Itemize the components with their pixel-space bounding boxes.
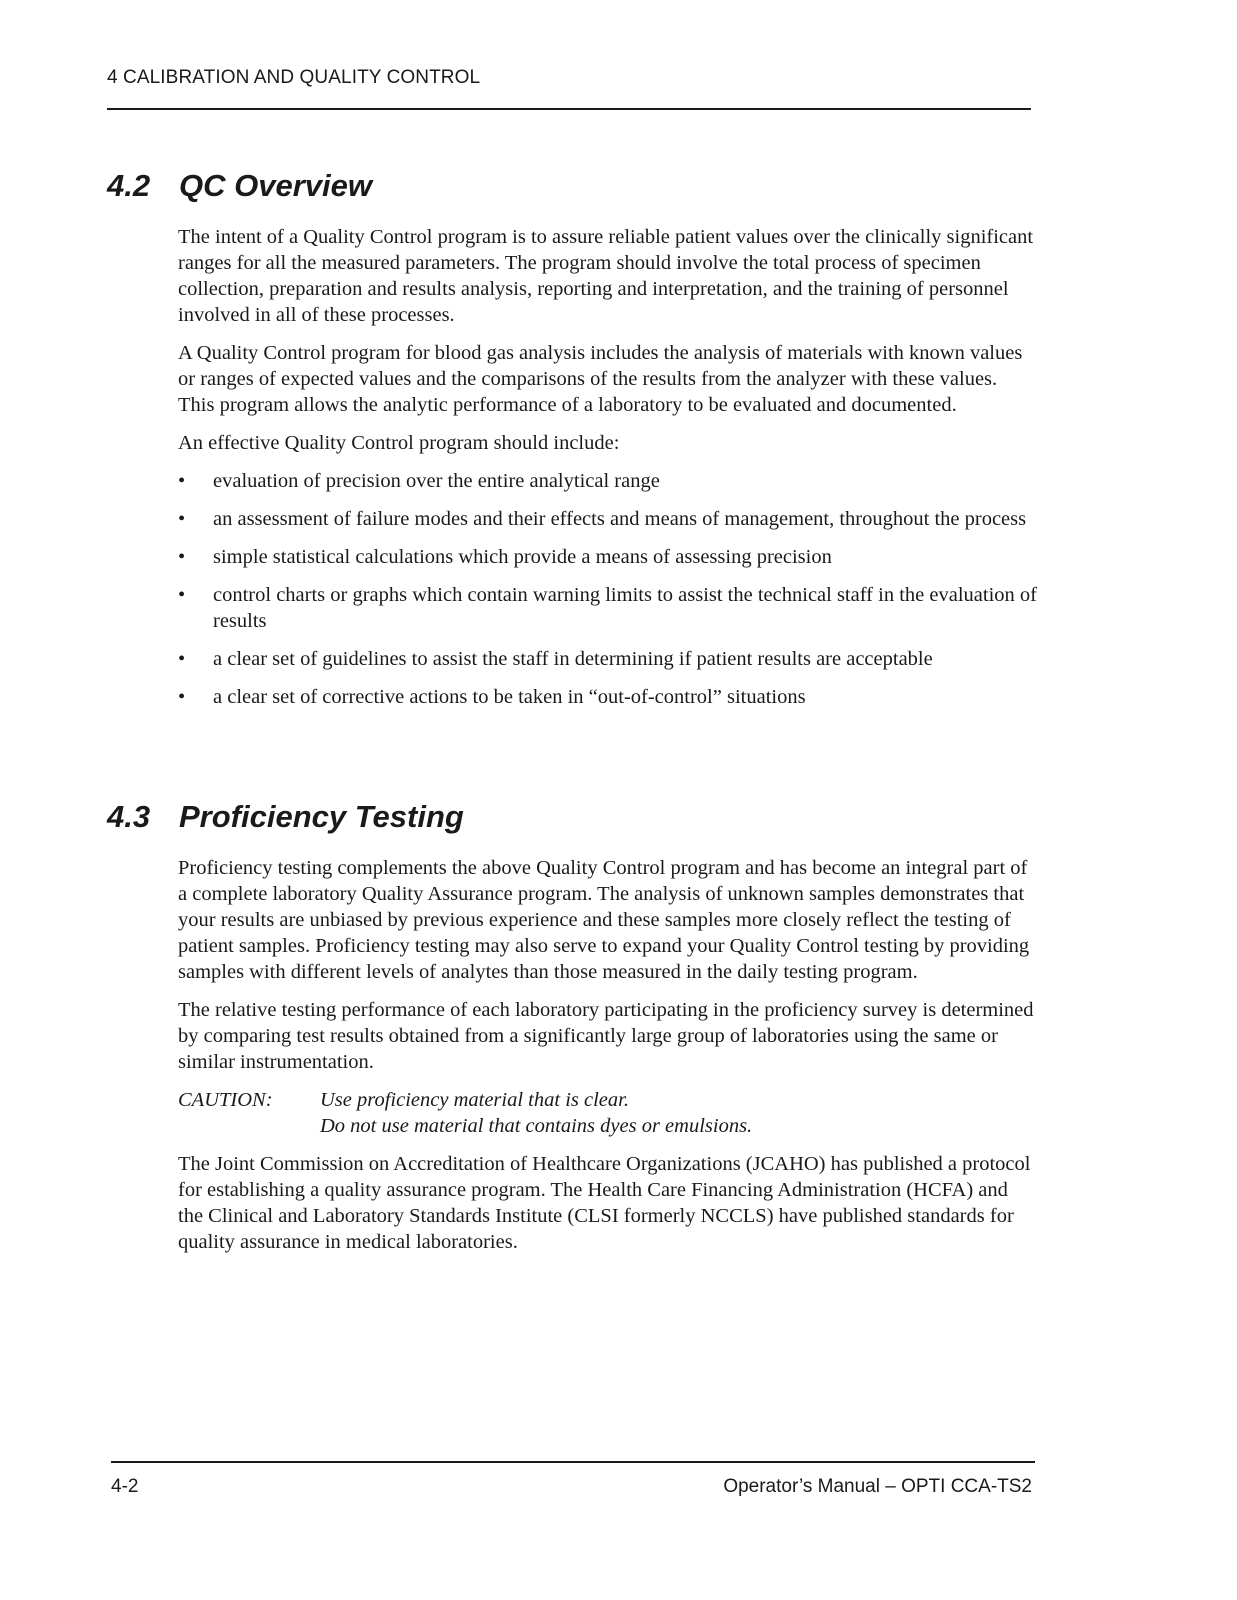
list-item <box>178 468 1038 494</box>
list-item-text: an assessment of failure modes and their effects and means of management, throughout the process <box>213 508 1027 530</box>
section-heading-4-2 <box>107 168 372 204</box>
paragraph: The relative testing performance of each laboratory participating in the proficiency survey is determined by comparing test results obtained from a significantly large group of laboratories using the same or similar instrumentation. <box>178 999 1034 1073</box>
caution-note <box>178 1087 1038 1139</box>
section-title: QC Overview <box>179 168 372 203</box>
list-item <box>178 544 1038 570</box>
list-item-text: evaluation of precision over the entire analytical range <box>213 470 660 492</box>
caution-line: Do not use material that contains dyes or emulsions. <box>320 1115 753 1137</box>
bullet-list <box>178 468 1038 710</box>
list-item <box>178 506 1038 532</box>
manual-title: Operator’s Manual – OPTI CCA-TS2 <box>723 1476 1032 1497</box>
list-item-text: simple statistical calculations which provide a means of assessing precision <box>213 546 832 568</box>
paragraph: The intent of a Quality Control program is to assure reliable patient values over the clinically significant ranges for all the measured parameters. The program should involve the total process of specimen collection, preparation and results analysis, reporting and interpretation, and the training of personnel involved in all of these processes. <box>178 226 1034 326</box>
running-head: 4 CALIBRATION AND QUALITY CONTROL <box>107 67 481 88</box>
bullet-icon: • <box>178 546 186 568</box>
bullet-icon: • <box>178 686 186 708</box>
footer-rule <box>111 1461 1035 1463</box>
paragraph: Proficiency testing complements the above Quality Control program and has become an integral part of a complete laboratory Quality Assurance program. The analysis of unknown samples demonstrates that your results are unbiased by previous experience and these samples more closely reflect the testing of patient samples. Proficiency testing may also serve to expand your Quality Control testing by providing samples with different levels of analytes than those measured in the daily testing program. <box>178 857 1030 983</box>
section-title: Proficiency Testing <box>179 799 464 834</box>
list-item-text: a clear set of corrective actions to be taken in “out-of-control” situations <box>213 686 806 708</box>
section-number: 4.2 <box>107 168 151 203</box>
list-item <box>178 582 1038 634</box>
page-number: 4-2 <box>111 1476 139 1497</box>
bullet-icon: • <box>178 470 186 492</box>
paragraph: A Quality Control program for blood gas analysis includes the analysis of materials with known values or ranges of expected values and the comparisons of the results from the analyzer with these values. This program allows the analytic performance of a laboratory to be evaluated and documented. <box>178 342 1023 416</box>
list-item-text: control charts or graphs which contain warning limits to assist the technical staff in the evaluation of results <box>213 584 1037 632</box>
header-rule <box>107 108 1031 110</box>
paragraph: An effective Quality Control program should include: <box>178 432 620 454</box>
caution-label: CAUTION: <box>178 1089 273 1111</box>
list-item <box>178 646 1038 672</box>
bullet-icon: • <box>178 584 186 606</box>
caution-line: Use proficiency material that is clear. <box>320 1089 629 1111</box>
section-body-4-3 <box>178 855 1038 1267</box>
list-item-text: a clear set of guidelines to assist the staff in determining if patient results are acceptable <box>213 648 933 670</box>
caution-text <box>320 1087 752 1139</box>
section-body-4-2 <box>178 224 1038 722</box>
bullet-icon: • <box>178 508 186 530</box>
paragraph: The Joint Commission on Accreditation of Healthcare Organizations (JCAHO) has published a protocol for establishing a quality assurance program. The Health Care Financing Administration (HCFA) and the Clinical and Laboratory Standards Institute (CLSI formerly NCCLS) have published standards for quality assurance in medical laboratories. <box>178 1153 1031 1253</box>
section-number: 4.3 <box>107 799 151 834</box>
bullet-icon: • <box>178 648 186 670</box>
list-item <box>178 684 1038 710</box>
section-heading-4-3 <box>107 799 464 835</box>
